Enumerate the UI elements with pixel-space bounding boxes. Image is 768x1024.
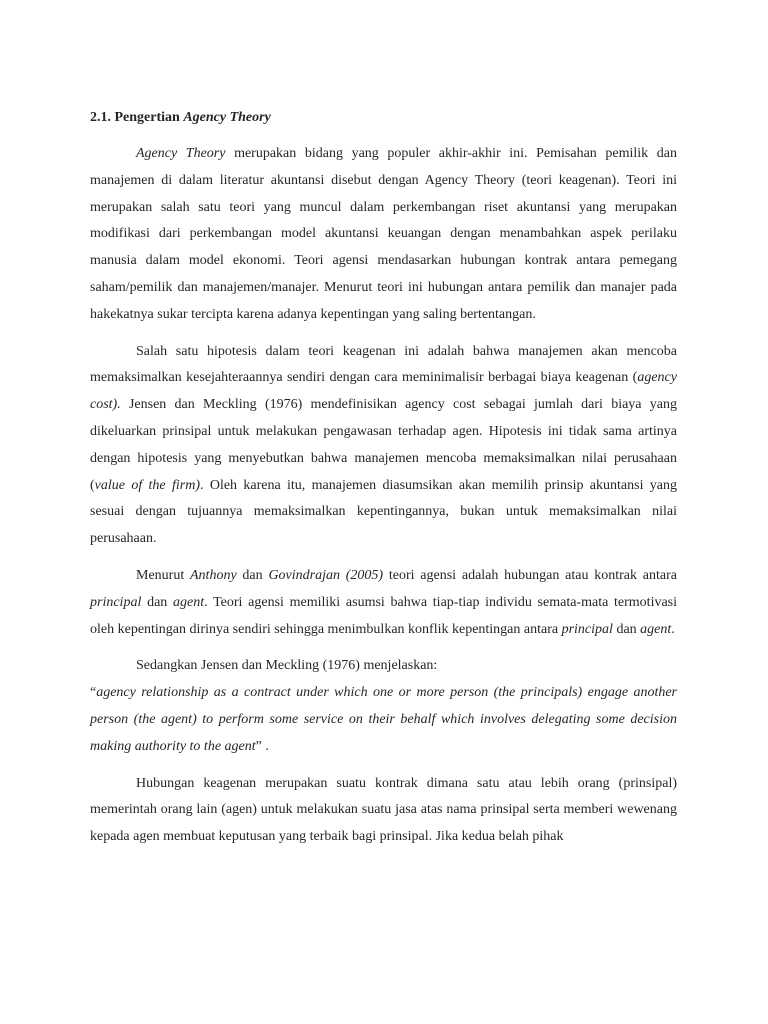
italic-term: Anthony (190, 567, 237, 583)
quote-close-mark: ” . (255, 738, 269, 754)
paragraph-anthony-govindrajan (90, 563, 677, 643)
italic-term: agent (173, 594, 205, 610)
text-run: Menurut (136, 567, 190, 583)
heading-prefix: 2.1. Pengertian (90, 110, 184, 125)
paragraph-text: merupakan bidang yang populer akhir-akhir ini. Pemisahan pemilik dan manajemen di dalam literatur akuntansi disebut dengan Agency Theory (teori keagenan). Teori ini merupakan salah satu teori yang muncul dalam perkembangan riset akuntansi yang merupakan modifikasi dari perkembangan model akuntansi keuangan dengan menambahkan aspek perilaku manusia dalam model ekonomi. Teori agensi mendasarkan hubungan kontrak antara pemegang saham/pemilik dan manajemen/manajer. Menurut teori ini hubungan antara pemilik dan manajer pada hakekatnya sukar tercipta karena adanya kepentingan yang saling bertentangan. (90, 146, 677, 322)
text-run: . Oleh karena itu, manajemen diasumsikan akan memilih prinsip akuntansi yang sesuai dengan tujuannya memaksimalkan kepentingannya, bukan untuk memaksimalkan nilai perusahaan. (90, 477, 678, 547)
text-run: . (671, 621, 675, 637)
paragraph-agency-theory-definition (90, 141, 677, 329)
italic-term: value of the firm) (94, 477, 200, 493)
paragraph-agency-relationship: Hubungan keagenan merupakan suatu kontrak dimana satu atau lebih orang (prinsipal) memerintah orang lain (agen) untuk melakukan suatu jasa atas nama prinsipal serta memberi wewenang kepada agen membuat keputusan yang terbaik bagi prinsipal. Jika kedua belah pihak (90, 775, 677, 845)
text-run: Salah satu hipotesis dalam teori keagenan ini adalah bahwa manajemen akan mencoba memaksimalkan kesejahteraannya sendiri dengan cara meminimalisir berbagai biaya keagenan ( (90, 343, 677, 386)
section-heading (90, 108, 271, 128)
quote-text: agency relationship as a contract under which one or more person (the principals) engage another person (the agent) to perform some service on their behalf which involves delegating some decision making authority to the agent (90, 685, 677, 754)
document-body (90, 141, 677, 861)
italic-term: agency cost). (90, 370, 677, 413)
italic-term: agent (640, 621, 672, 637)
italic-term: Govindrajan (2005) (268, 567, 384, 583)
quote-open-mark: “ (90, 685, 97, 701)
text-run: dan (141, 594, 174, 610)
heading-italic-term: Agency Theory (183, 110, 271, 125)
paragraph-agency-hypothesis (90, 339, 677, 553)
italic-term: principal (561, 621, 613, 637)
paragraph-jensen-meckling-intro: Sedangkan Jensen dan Meckling (1976) menjelaskan: (136, 658, 438, 674)
italic-term: principal (90, 594, 142, 610)
text-run: . Teori agensi memiliki asumsi bahwa tiap-tiap individu semata-mata termotivasi oleh kepentingan dirinya sendiri sehingga menimbulkan konflik kepentingan antara (90, 594, 678, 637)
block-quote (90, 680, 677, 760)
text-run: dan (612, 621, 641, 637)
text-run: dan (236, 567, 269, 583)
text-run: teori agensi adalah hubungan atau kontrak antara (383, 567, 677, 583)
italic-term: Agency Theory (136, 146, 226, 161)
text-run: Jensen dan Meckling (1976) mendefinisikan agency cost sebagai jumlah dari biaya yang dikeluarkan prinsipal untuk melakukan pengawasan terhadap agen. Hipotesis ini tidak sama artinya dengan hipotesis yang menyebutkan bahwa manajemen mencoba memaksimalkan nilai perusahaan ( (90, 397, 677, 493)
